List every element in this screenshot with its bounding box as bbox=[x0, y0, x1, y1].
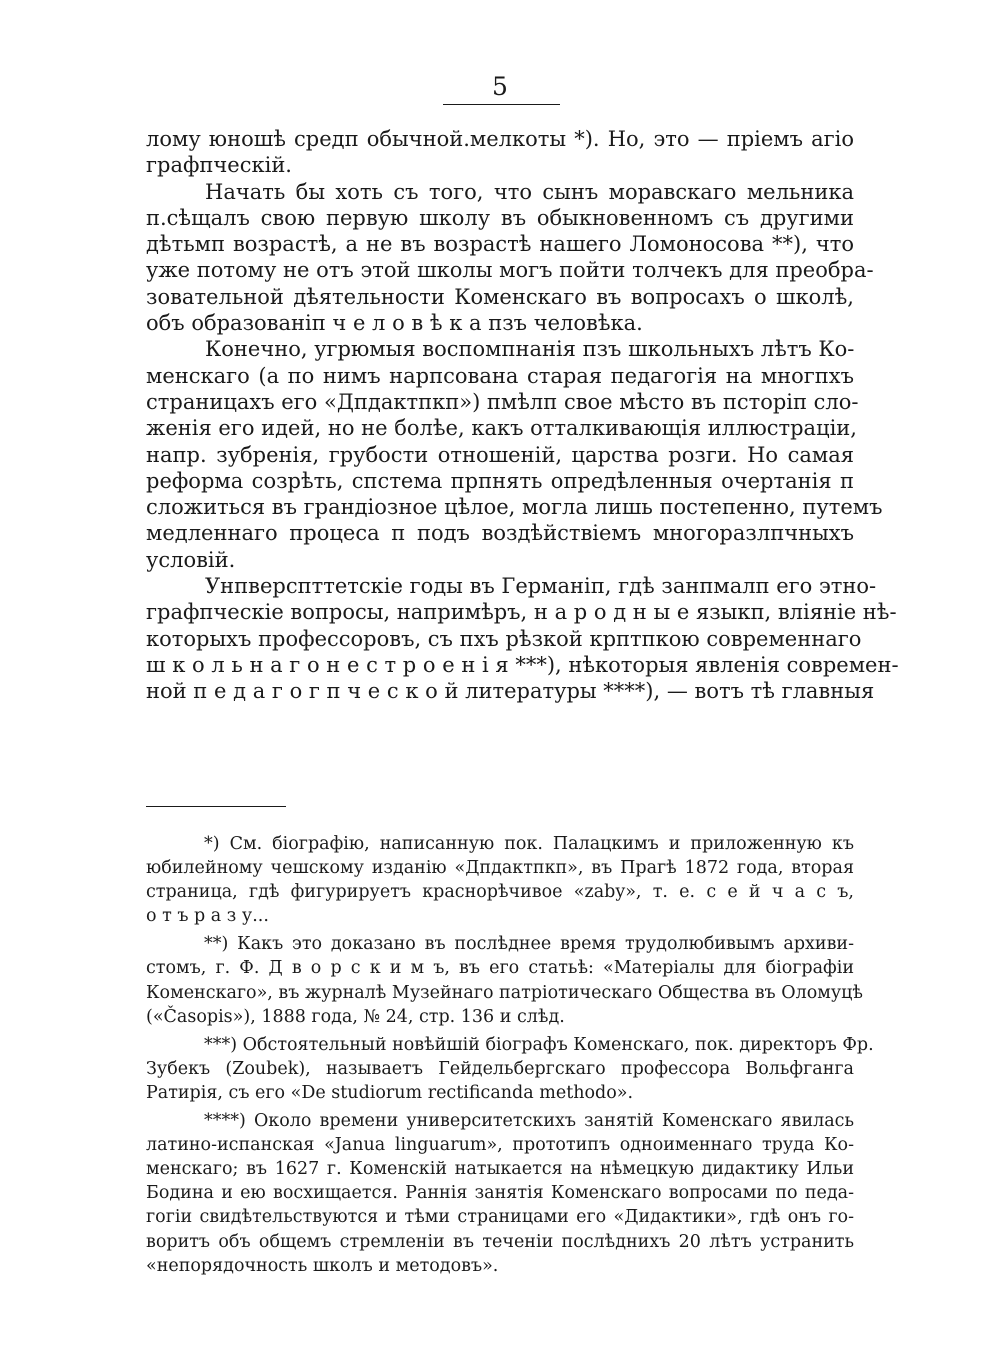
footnote-line: о т ъ р а з у... bbox=[146, 906, 269, 927]
text-line: напр. зубренія, грубости отношеній, царства розги. Но самая bbox=[146, 442, 854, 467]
text-line: объ образованіп ч е л о в ѣ к а пзъ человѣка. bbox=[146, 311, 643, 336]
footnote-line: стомъ, г. Ф. Д в о р с к и м ъ, въ его статьѣ: «Матеріалы для біографіи bbox=[146, 958, 854, 979]
footnote-line: страница, гдѣ фигурируетъ краснорѣчивое «zaby», т. е. с е й ч а с ъ, bbox=[146, 882, 854, 903]
text-line: менскаго (а по нимъ нарпсована старая педагогія на многпхъ bbox=[146, 363, 854, 388]
footnote-line: ****) Около времени университетскихъ занятій Коменскаго явилась bbox=[204, 1111, 854, 1132]
text-line: графпческіе вопросы, напримѣръ, н а р о д н ы е языкп, вліяніе нѣ- bbox=[146, 600, 897, 625]
text-line: ш к о л ь н а г о н е с т р о е н і я ***), нѣкоторыя явленія современ- bbox=[146, 652, 899, 677]
text-line: графпческій. bbox=[146, 153, 292, 178]
text-line: реформа созрѣть, спстема прпнять опредѣленныя очертанія п bbox=[146, 468, 854, 493]
text-line: зовательной дѣятельности Коменскаго въ вопросахъ о школѣ, bbox=[146, 284, 854, 309]
footnote-line: *) См. біографію, написанную пок. Палацкимъ и приложенную къ bbox=[204, 834, 854, 854]
page-number: 5 bbox=[492, 72, 508, 101]
footnote-line: Зубекъ (Zoubek), называетъ Гейдельбергскаго профессора Вольфганга bbox=[146, 1058, 854, 1079]
footnote-line: **) Какъ это доказано въ послѣднее время трудолюбивымъ архиви- bbox=[204, 934, 854, 955]
text-line: уже потому не отъ этой школы могъ пойти толчекъ для преобра- bbox=[146, 258, 874, 283]
footnote-line: менскаго; въ 1627 г. Коменскій натыкается на нѣмецкую дидактику Ильи bbox=[146, 1159, 854, 1180]
text-line: ной п е д а г о г п ч е с к о й литературы ****), — вотъ тѣ главныя bbox=[146, 679, 875, 704]
text-line: Конечно, угрюмыя воспомпнанія пзъ школьныхъ лѣтъ Ко- bbox=[205, 337, 855, 362]
text-line: п.сѣщалъ свою первую школу въ обыкновенномъ съ другими bbox=[146, 205, 854, 230]
text-line: лому юношѣ средп обычной.мелкоты *). Но, это — пріемъ агіо bbox=[146, 127, 854, 151]
footnote-line: гогіи свидѣтельствуются и тѣми страницами его «Дидактики», гдѣ онъ го- bbox=[146, 1207, 854, 1228]
text-line: медленнаго процеса п подъ воздѣйствіемъ многоразлпчныхъ bbox=[146, 521, 854, 546]
footnote-line: латино-испанская «Janua linguarum», прототипъ одноименнаго труда Ко- bbox=[146, 1135, 854, 1156]
footnote-line: юбилейному чешскому изданію «Дпдактпкп», въ Прагѣ 1872 года, вторая bbox=[146, 858, 854, 879]
footnote-separator bbox=[146, 806, 286, 807]
footnote-line: ***) Обстоятельный новѣйшій біографъ Коменскаго, пок. директоръ Фр. bbox=[204, 1034, 874, 1055]
text-line: Начать бы хоть съ того, что сынъ моравскаго мельника bbox=[205, 179, 854, 204]
main-text bbox=[146, 126, 899, 705]
text-line: которыхъ профессоровъ, съ пхъ рѣзкой крптпкою современнаго bbox=[146, 626, 862, 651]
text-line: дѣтьмп возрастѣ, а не въ возрастѣ нашего Ломоносова **), что bbox=[146, 232, 854, 257]
text-line: женія его идей, но не болѣе, какъ отталкивающія иллюстраціи, bbox=[146, 416, 857, 441]
footnote-line: Бодина и ею восхищается. Раннія занятія Коменскаго вопросами по педа- bbox=[146, 1183, 854, 1204]
footnote-line: Коменскаго», въ журналѣ Музейнаго патріотическаго Общества въ Оломуцѣ bbox=[146, 982, 863, 1003]
page-number-rule bbox=[443, 104, 560, 105]
footnote-line: «непорядочность школъ и методовъ». bbox=[146, 1255, 499, 1276]
text-line: Унпверспттетскіе годы въ Германіп, гдѣ занпмалп его этно- bbox=[205, 574, 877, 599]
text-line: страницахъ его «Дпдактпкп») пмѣлп свое мѣсто въ псторіп сло- bbox=[146, 389, 859, 414]
footnote-line: воритъ объ общемъ стремленіи въ теченіи послѣднихъ 20 лѣтъ устранить bbox=[146, 1231, 854, 1252]
footnote-line: Ратирія, съ его «De studiorum rectificanda methodo». bbox=[146, 1082, 634, 1103]
footnotes bbox=[146, 832, 874, 1278]
text-line: сложиться въ грандіозное цѣлое, могла лишь постепенно, путемъ bbox=[146, 495, 883, 520]
footnote-line: («Časopis»), 1888 года, № 24, стр. 136 и слѣд. bbox=[146, 1006, 565, 1027]
text-line: условій. bbox=[146, 547, 236, 572]
